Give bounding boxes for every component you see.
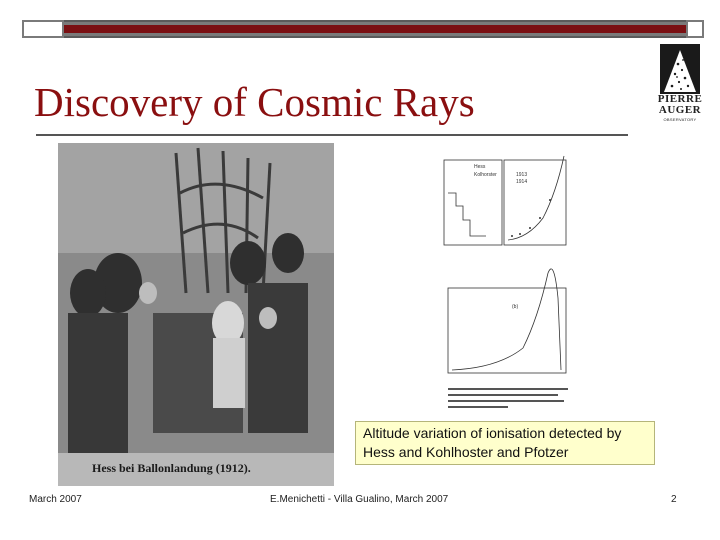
- figure-legend-1914: 1914: [516, 179, 528, 185]
- auger-observatory-logo-icon: [660, 44, 700, 94]
- logo-word-line2: AUGER: [658, 104, 702, 116]
- top-bar-right-box: [686, 20, 704, 38]
- footer-date: March 2007: [29, 494, 82, 505]
- figure-legend-kolhorster: Kolhorster: [474, 172, 497, 178]
- photo-caption: Hess bei Ballonlandung (1912).: [92, 461, 251, 475]
- logo-word-line1: PIERRE: [657, 93, 703, 105]
- ionisation-altitude-figure: [408, 148, 586, 414]
- footer-author: E.Menichetti - Villa Gualino, March 2007: [270, 494, 449, 505]
- top-decor-bar: [22, 18, 704, 40]
- page-number: 2: [671, 494, 677, 505]
- figure-legend-hess: Hess: [474, 164, 486, 170]
- title-underline: [36, 134, 628, 136]
- auger-logo: [654, 44, 706, 136]
- ionisation-curves-image: [408, 148, 586, 414]
- top-bar-red-band: [64, 20, 686, 38]
- slide-title: Discovery of Cosmic Rays: [34, 79, 475, 125]
- figure-panel-b-label: (b): [512, 304, 519, 310]
- ionisation-note-box: Altitude variation of ionisation detected by Hess and Kohlhoster and Pfotzer: [355, 421, 655, 465]
- hess-balloon-photo: [58, 143, 334, 486]
- top-bar-left-box: [22, 20, 64, 38]
- balloon-landing-photo-image: [58, 143, 334, 486]
- figure-legend-1913: 1913: [516, 172, 528, 178]
- logo-word-line3: OBSERVATORY: [663, 117, 697, 122]
